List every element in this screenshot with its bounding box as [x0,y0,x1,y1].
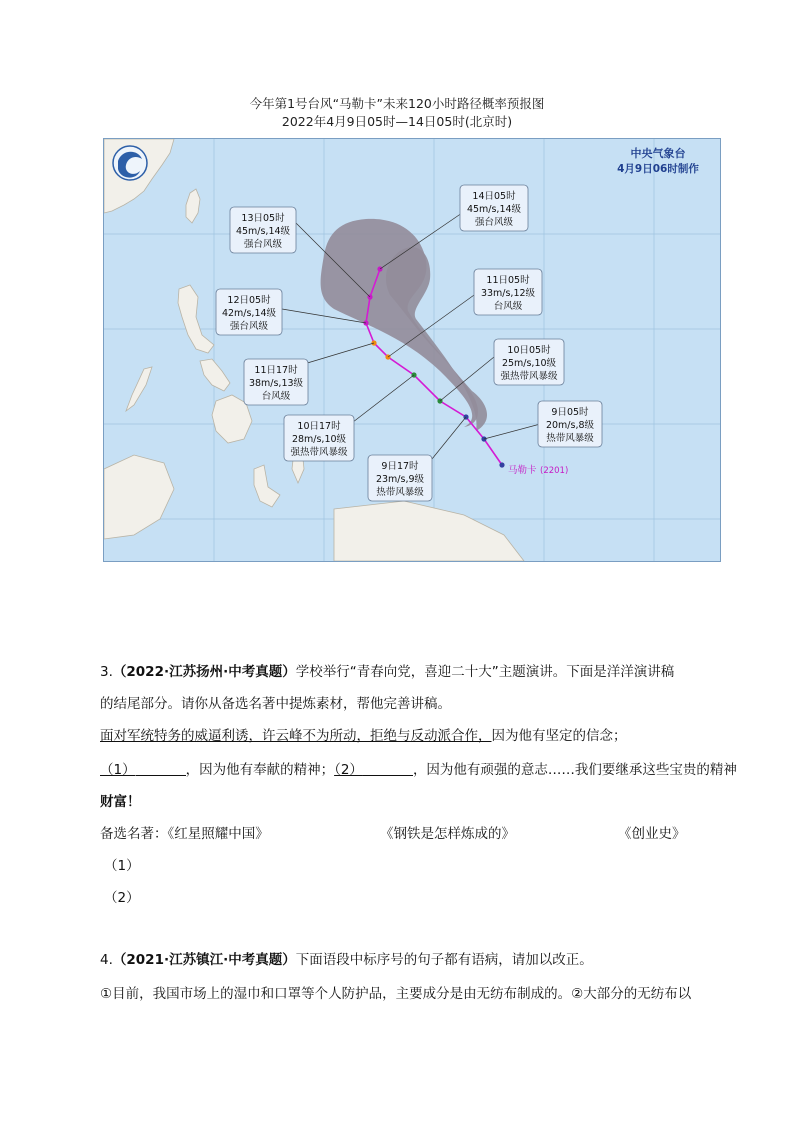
q4-text1: 下面语段中标序号的句子都有语病，请加以改正。 [295,952,593,968]
q3-source: （2022·江苏扬州·中考真题） [112,664,296,680]
q4-source: （2021·江苏镇江·中考真题） [112,952,296,968]
label-9d17-wind: 23m/s,9级 [375,474,425,485]
cma-logo-icon [113,146,147,180]
typhoon-track-map [103,138,721,562]
label-11d17-wind: 38m/s,13级 [248,378,304,389]
label-12d05-time: 12日05时 [227,295,271,306]
q3-books-label: 备选名著： [100,826,168,842]
label-14d05-wind: 45m/s,14级 [466,204,522,215]
label-10d17-level: 强热带风暴级 [290,447,348,458]
label-11d17-level: 台风级 [261,391,291,402]
q4-line2: ①目前，我国市场上的湿巾和口罩等个人防护品，主要成分是由无纺布制成的。②大部分的无纺布以 [100,986,692,1002]
label-9d17-time: 9日17时 [381,461,419,472]
label-11d05-time: 11日05时 [486,275,530,286]
taiwan-island [186,189,200,223]
label-14d05-level: 强台风级 [474,217,514,228]
label-11d05-level: 台风级 [493,301,523,312]
label-10d05-time: 10日05时 [507,345,551,356]
q3-last: 财富！ [100,794,141,810]
q3-answer2: （2） [104,890,140,906]
q3-blank2[interactable] [363,761,413,776]
luzon-island [178,285,214,353]
q4-line1 [100,950,720,970]
new-guinea-island [334,501,524,561]
q3-blank1[interactable] [136,761,186,776]
q3-line4 [100,760,737,780]
label-9d05-wind: 20m/s,8级 [545,420,595,431]
borneo-island [104,455,174,539]
q3-number: 3. [100,664,113,680]
q3-blank2-label: （2） [334,762,363,778]
q3-blank1-label: （1） [100,762,136,778]
label-10d05-wind: 25m/s,10级 [501,358,557,369]
label-13d05-time: 13日05时 [241,213,285,224]
label-10d17-time: 10日17时 [297,421,341,432]
q4-number: 4. [100,952,113,968]
q3-text1: 学校举行“青春向党，喜迎二十大”主题演讲。下面是洋洋演讲稿 [295,664,675,680]
label-10d17-wind: 28m/s,10级 [291,434,347,445]
label-12d05-level: 强台风级 [229,321,269,332]
label-11d05-wind: 33m/s,12级 [480,288,536,299]
probability-cone-outer [321,219,478,427]
label-13d05-wind: 45m/s,14级 [235,226,291,237]
q3-book3: 《创业史》 [618,826,686,842]
typhoon-name: 马勒卡 [508,465,537,476]
map-title: 今年第1号台风“马勒卡”未来120小时路径概率预报图 [249,96,545,111]
q3-line3 [100,726,720,746]
typhoon-code: (2201) [540,466,569,476]
q3-line1 [100,662,720,682]
q3-end-text: ，因为他有顽强的意志……我们要继承这些宝贵的精神 [412,762,737,778]
sulawesi-island [254,465,280,507]
q3-answer1: （1） [104,858,140,874]
label-12d05-wind: 42m/s,14级 [221,308,277,319]
agency-name: 中央气象台 [630,147,686,160]
map-subtitle: 2022年4月9日05时—14日05时(北京时) [281,114,513,129]
label-10d05-level: 强热带风暴级 [500,371,558,382]
made-time: 4月9日06时制作 [617,163,699,175]
label-13d05-level: 强台风级 [243,239,283,250]
q3-line2: 的结尾部分。请你从备选名著中提炼素材，帮他完善讲稿。 [100,696,451,712]
q3-mid-text: ，因为他有奉献的精神； [185,762,335,778]
q3-book2: 《钢铁是怎样炼成的》 [380,826,515,842]
label-14d05-time: 14日05时 [472,191,516,202]
label-11d17-time: 11日17时 [254,365,298,376]
q3-underlined-sentence: 面对军统特务的威逼利诱，许云峰不为所动，拒绝与反动派合作， [100,728,492,744]
q3-book1: 《红星照耀中国》 [167,826,269,842]
label-9d05-level: 热带风暴级 [546,433,594,444]
visayas-islands [200,359,230,391]
label-9d17-level: 热带风暴级 [376,487,424,498]
label-9d05-time: 9日05时 [551,407,589,418]
track-point-now [499,462,504,467]
palawan-island [126,367,152,411]
q3-after-underline: 因为他有坚定的信念； [491,728,627,744]
